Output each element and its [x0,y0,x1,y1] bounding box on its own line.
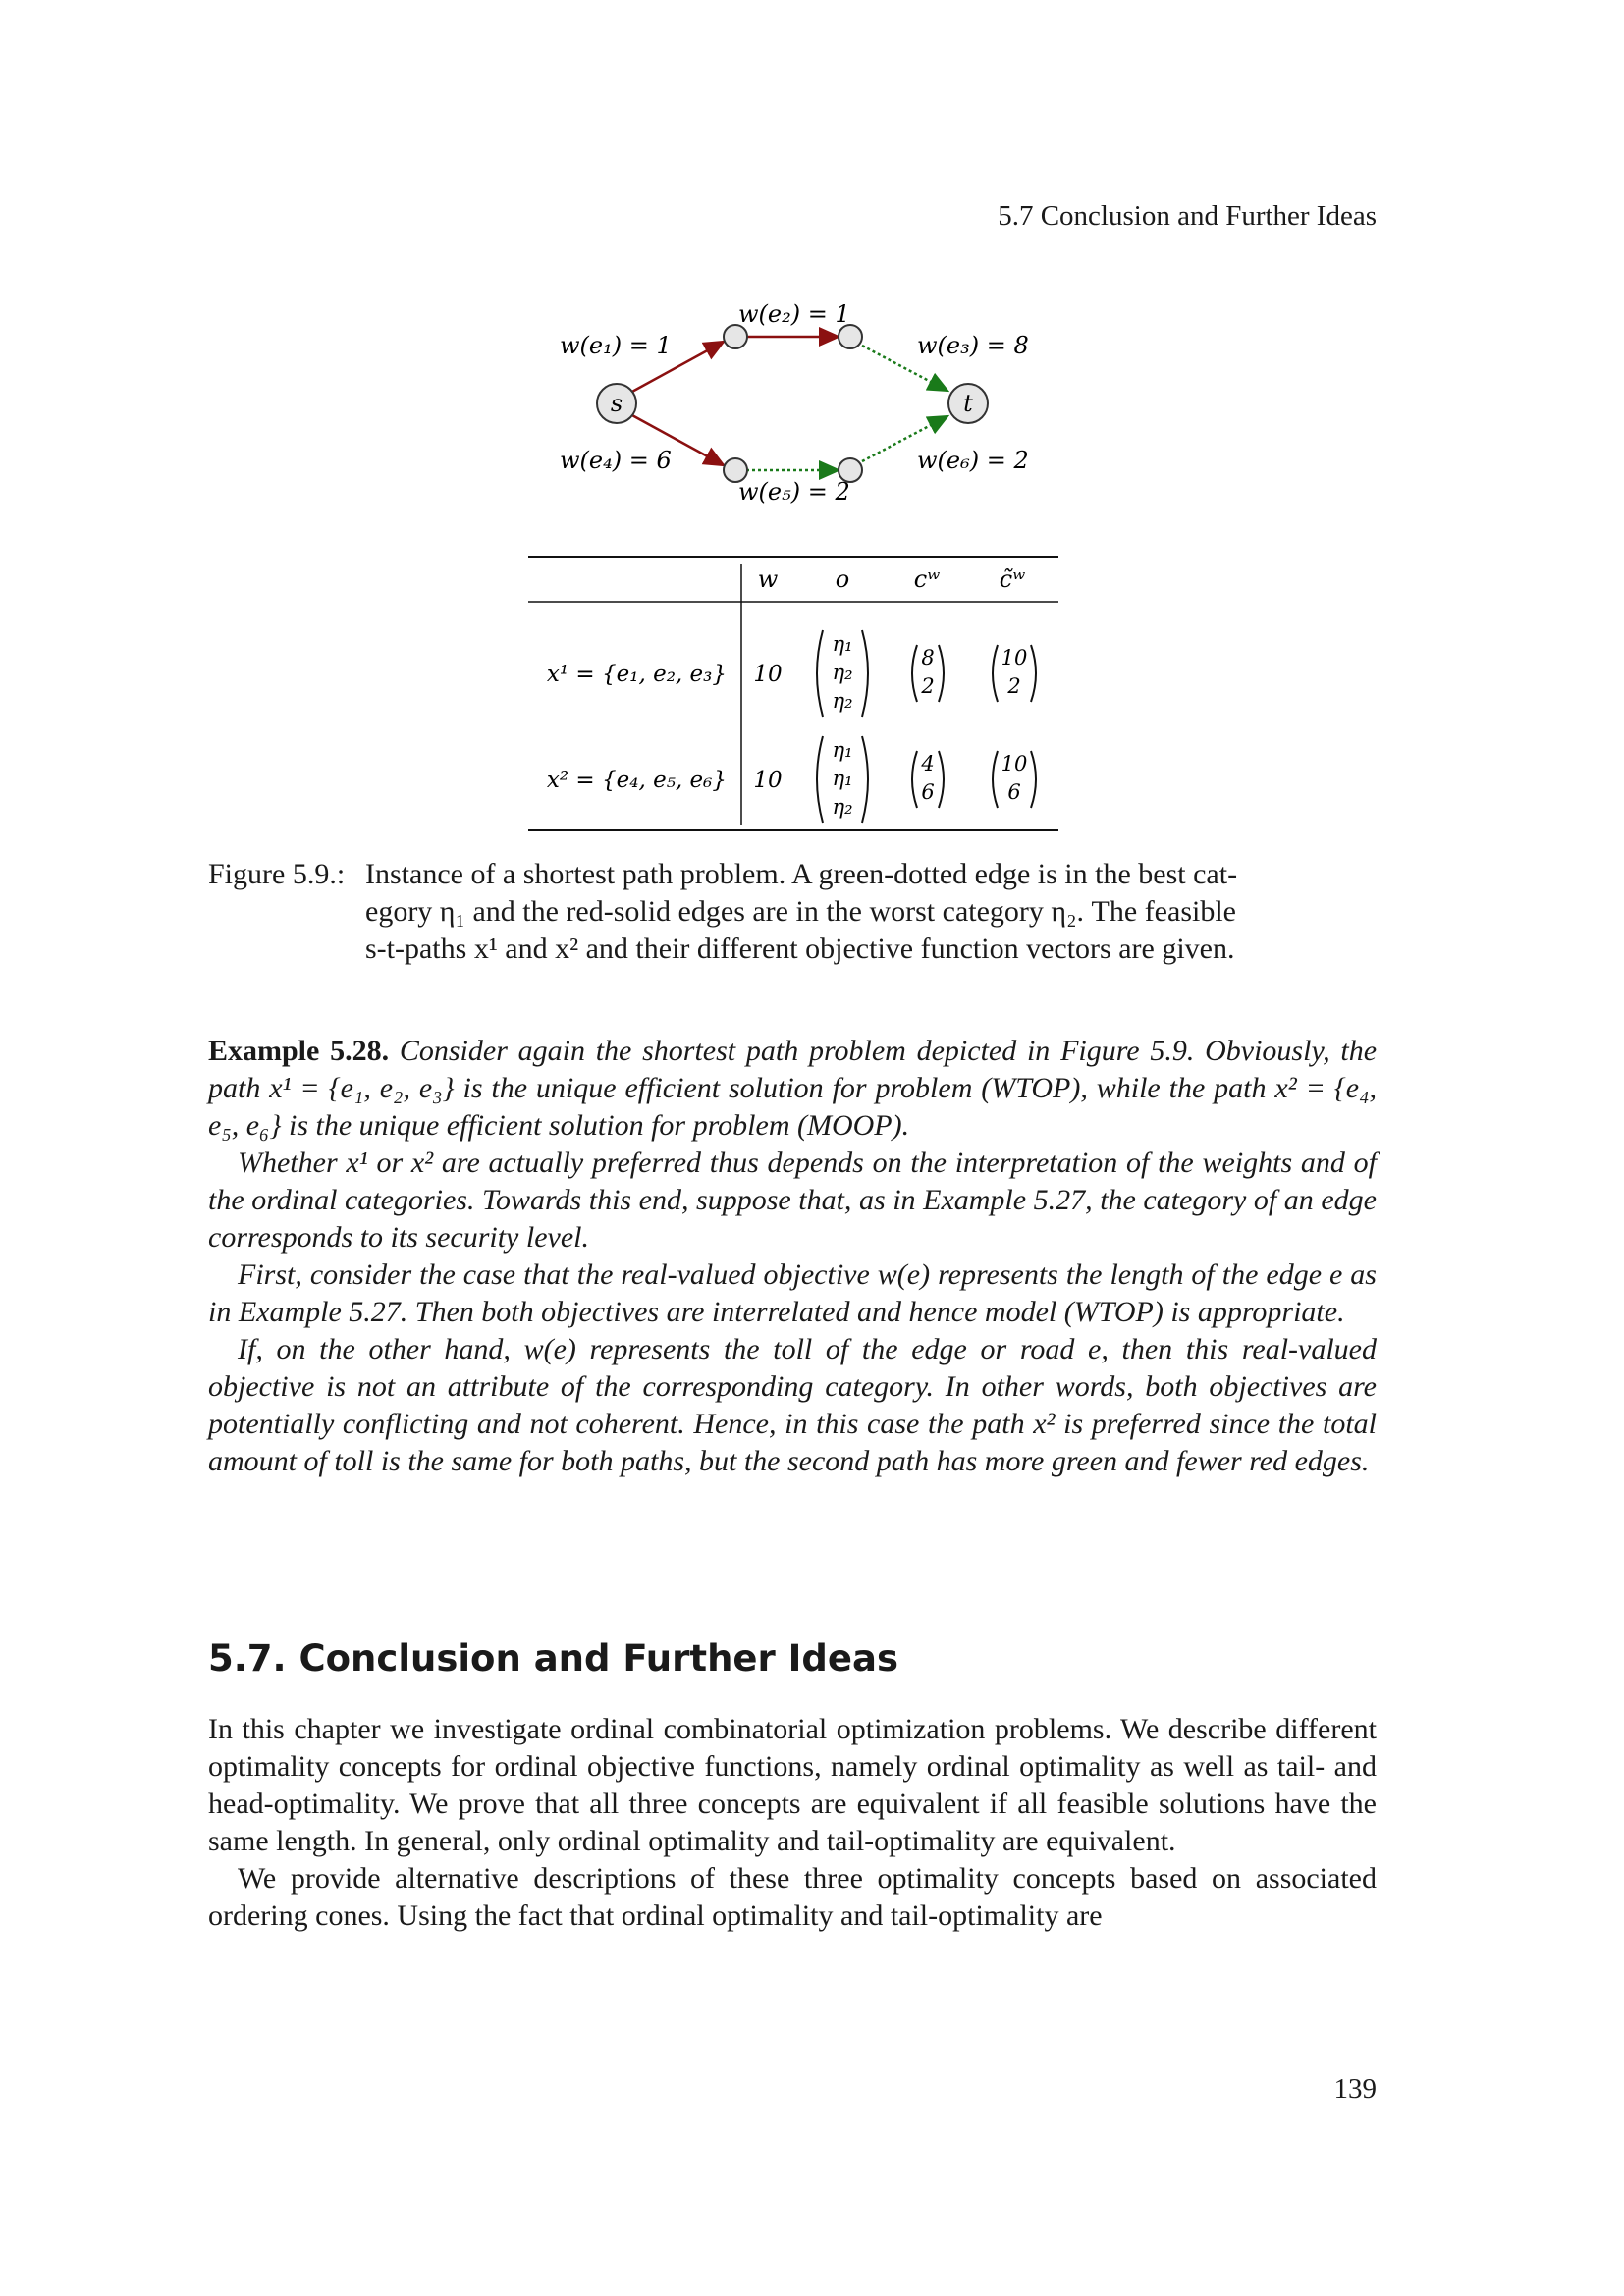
row2-ct-paren-left [993,751,998,808]
row2-w: 10 [753,768,783,793]
node-t-label: t [963,390,973,417]
row1-o-3: η₂ [832,689,853,713]
header-w: w [757,565,779,593]
row2-o-paren-right [862,736,868,823]
row2-o-paren-left [817,736,823,823]
running-title: 5.7 Conclusion and Further Ideas [998,200,1377,232]
label-e3: w(e₃) = 8 [917,332,1029,359]
row2-o-3: η₂ [832,795,853,819]
row1-o-paren-left [817,630,823,717]
header-cw: cʷ [913,565,941,593]
row2-c-paren-right [939,751,944,808]
row2-ct-1: 10 [1001,752,1028,775]
figure-svg [0,0,1624,844]
header-o: o [835,565,850,593]
figure-caption [208,856,1377,968]
label-e2: w(e₂) = 1 [738,300,850,328]
row1-ct-paren-left [993,645,998,702]
row2-ct-2: 6 [1007,780,1021,804]
row2-c-2: 6 [921,780,935,804]
example-paragraph-3: First, consider the case that the real-valued objective w(e) represents the length of the edge e as in Example 5.27. Then both objectives are interrelated and hence model (WTOP) is appropriate. [208,1258,1377,1328]
row2-o-1: η₁ [832,738,853,762]
row1-c-paren-left [912,645,917,702]
row2-ct-paren-right [1031,751,1036,808]
row1-c-1: 8 [921,646,935,669]
row1-ct-1: 10 [1001,646,1028,669]
row2-o-2: η₁ [832,767,853,790]
caption-line-3: s-t-paths x¹ and x² and their different objective function vectors are given. [365,933,1235,965]
section-paragraph-2: We provide alternative descriptions of these three optimality concepts based on associated ordering cones. Using the fact that ordinal optimality and tail-optimality are [208,1862,1377,1932]
row1-path: x¹ = {e₁, e₂, e₃} [546,662,727,687]
caption-line-2: egory η₁ and the red-solid edges are in the worst category η₂. The feasible [365,895,1236,928]
caption-label: Figure 5.9.: [208,858,346,890]
row1-ct-paren-right [1031,645,1036,702]
node-a [724,325,747,348]
label-e1: w(e₁) = 1 [560,332,672,359]
row2-c-1: 4 [921,752,935,775]
row1-o-paren-right [862,630,868,717]
section-body [208,1711,1377,1935]
row1-ct-2: 2 [1007,674,1021,698]
row1-o-1: η₁ [832,632,853,656]
node-s-label: s [610,390,623,417]
row2-path: x² = {e₄, e₅, e₆} [546,768,727,793]
row1-w: 10 [753,662,783,687]
caption-line-1: Instance of a shortest path problem. A green-dotted edge is in the best cat- [365,858,1238,890]
figure-5-9 [0,0,1624,844]
row1-c-2: 2 [921,674,935,698]
node-b [839,325,862,348]
section-title: 5.7. Conclusion and Further Ideas [208,1637,898,1680]
example-paragraph-4: If, on the other hand, w(e) represents the toll of the edge or road e, then this real-valued objective is not an attribute of the corresponding category. In other words, both objectives are potentially conflicting and not coherent. Hence, in this case the path x² is preferred since the total amount of toll is the same for both paths, but the second path has more green and fewer red edges. [208,1333,1377,1477]
header-ctw: c̃ʷ [999,565,1026,593]
row1-o-2: η₂ [832,661,853,684]
row2-c-paren-left [912,751,917,808]
example-p1-text: Consider again the shortest path problem depicted in Figure 5.9. Obviously, the path x¹ = {e₁, e₂, e₃} is the unique efficient solution for problem (WTOP), while the path x² = {e₄, e₅, e₆} is the unique efficient solution for problem (MOOP). [208,1035,1378,1142]
example-5-28 [208,1033,1377,1480]
label-e5: w(e₅) = 2 [738,478,850,506]
page-number: 139 [1333,2073,1377,2105]
row1-c-paren-right [939,645,944,702]
label-e4: w(e₄) = 6 [560,447,672,474]
example-heading: Example 5.28. [208,1035,390,1067]
section-paragraph-1: In this chapter we investigate ordinal combinatorial optimization problems. We describe different optimality concepts for ordinal objective functions, namely ordinal optimality as well as tail- and head-optimality. We prove that all three concepts are equivalent if all feasible solutions have the same length. In general, only ordinal optimality and tail-optimality are equivalent. [208,1713,1377,1857]
example-paragraph-2: Whether x¹ or x² are actually preferred thus depends on the interpretation of the weights and of the ordinal categories. Towards this end, suppose that, as in Example 5.27, the category of an edge corresponds to its security level. [208,1147,1377,1254]
example-paragraph-1 [208,1033,1377,1145]
label-e6: w(e₆) = 2 [917,447,1029,474]
